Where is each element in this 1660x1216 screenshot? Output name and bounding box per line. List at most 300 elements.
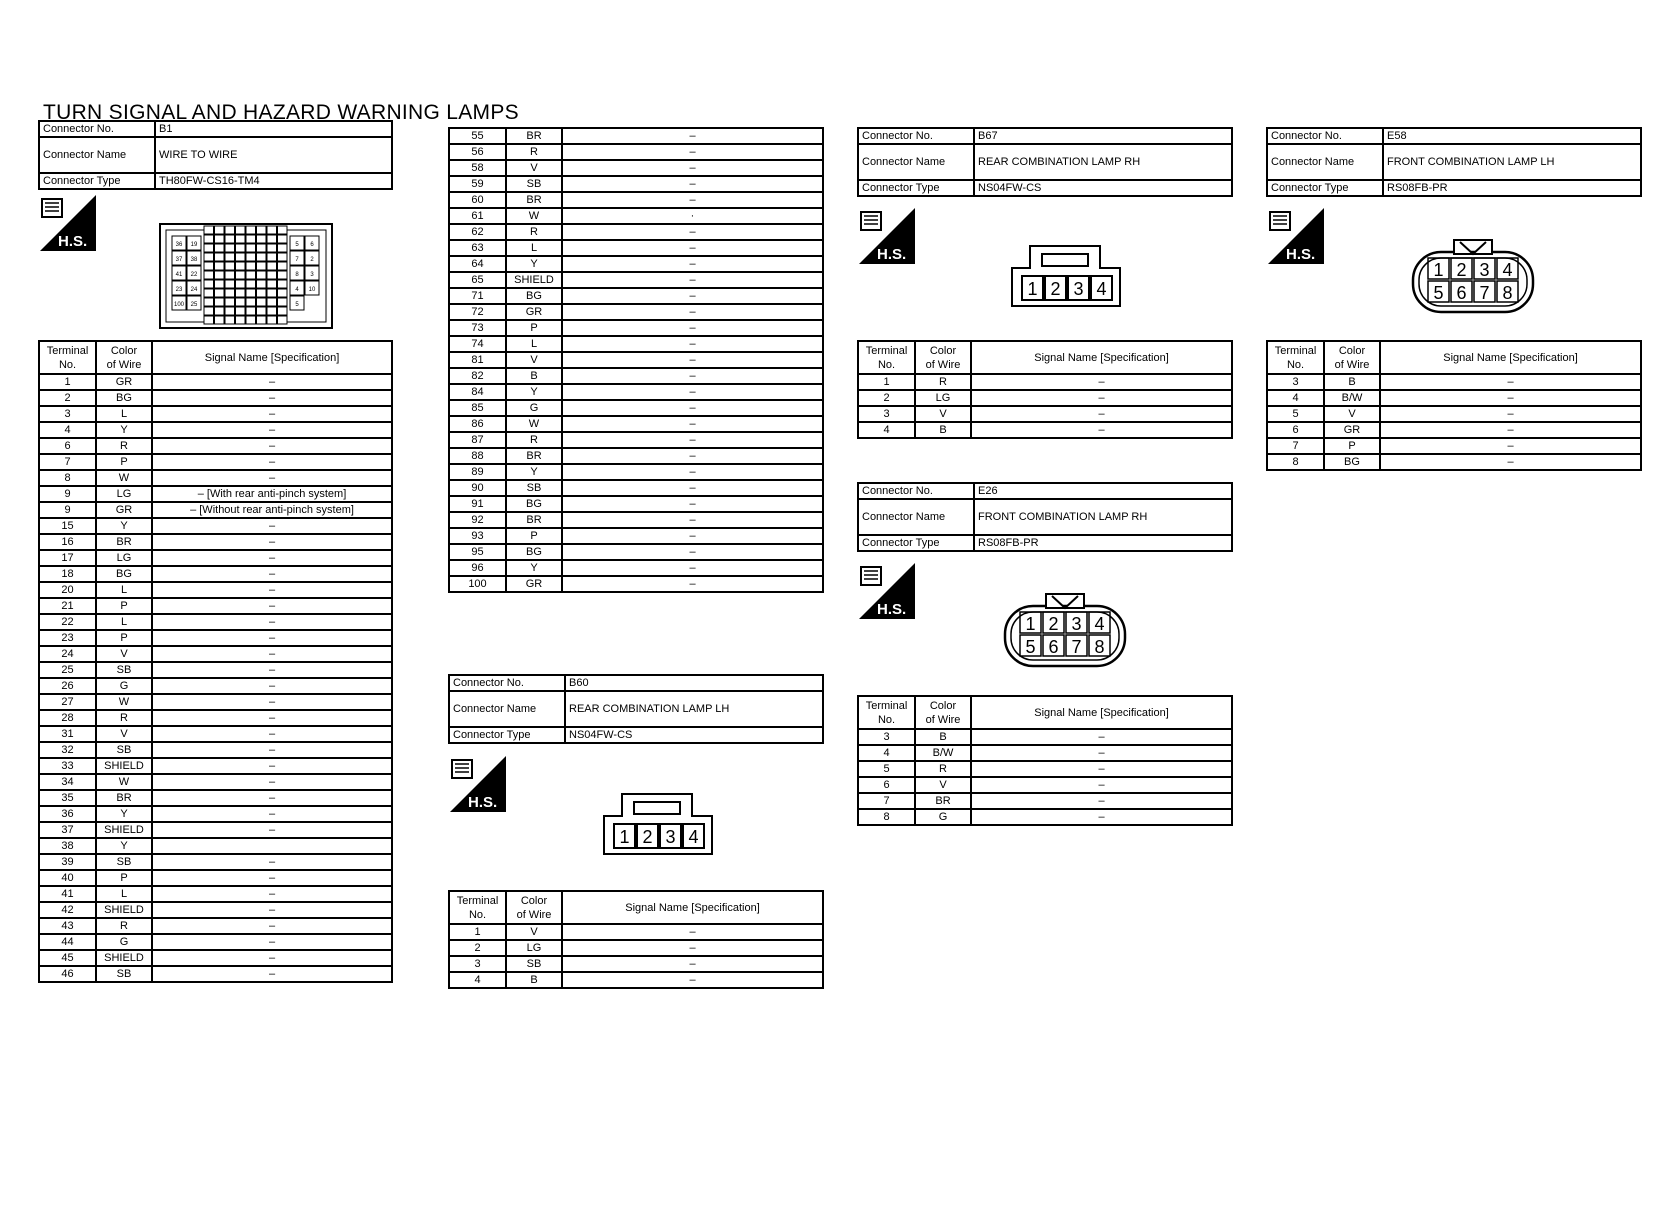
connector-b1-terminal-table-cont xyxy=(448,127,824,593)
terminal-row xyxy=(39,726,392,742)
wire-color-cell: W xyxy=(506,416,562,432)
terminal-row xyxy=(39,630,392,646)
signal-name-cell: – xyxy=(152,902,392,918)
wire-color-cell: V xyxy=(506,924,562,940)
e26-connector-face xyxy=(1002,592,1128,670)
connector-name-value: FRONT COMBINATION LAMP RH xyxy=(974,499,1232,535)
signal-name-cell: – xyxy=(152,566,392,582)
terminal-no-cell: 88 xyxy=(449,448,506,464)
terminal-no-cell: 5 xyxy=(1267,406,1324,422)
signal-name-cell: – xyxy=(152,678,392,694)
wire-color-cell: GR xyxy=(506,576,562,592)
terminal-row xyxy=(39,614,392,630)
pin-number: 5 xyxy=(295,302,299,308)
connector-b1-terminal-table xyxy=(38,340,393,983)
pin-cavity xyxy=(215,289,225,297)
hs-label: H.S. xyxy=(58,233,88,250)
signal-name-cell: – xyxy=(971,793,1232,809)
connector-e58-panel xyxy=(1266,127,1642,197)
terminal-no-cell: 2 xyxy=(858,390,915,406)
terminal-row xyxy=(449,972,823,988)
terminal-row xyxy=(449,336,823,352)
connector-e26-terminal-table xyxy=(857,695,1233,826)
terminal-row xyxy=(449,128,823,144)
signal-name-cell: – xyxy=(152,646,392,662)
signal-name-cell: – xyxy=(562,288,823,304)
pin-number: 1 xyxy=(619,827,630,847)
wire-color-cell: GR xyxy=(1324,422,1380,438)
pin-cavity xyxy=(257,289,267,297)
pin-cavity xyxy=(204,316,214,324)
wire-color-cell: W xyxy=(96,774,152,790)
pin-number: 4 xyxy=(1502,260,1513,280)
terminal-row xyxy=(39,470,392,486)
wire-color-cell: V xyxy=(1324,406,1380,422)
pin-number: 1 xyxy=(1027,279,1038,299)
terminal-row xyxy=(39,854,392,870)
terminal-row xyxy=(39,534,392,550)
wire-color-cell: Y xyxy=(96,838,152,854)
terminal-row xyxy=(39,918,392,934)
terminal-row xyxy=(858,761,1232,777)
wire-color-cell: P xyxy=(506,528,562,544)
pin-cavity xyxy=(246,253,256,261)
signal-name-cell: – xyxy=(562,144,823,160)
harness-side-icon xyxy=(40,195,96,251)
terminal-row xyxy=(449,560,823,576)
terminal-row xyxy=(39,502,392,518)
connector-name-label: Connector Name xyxy=(858,144,974,180)
signal-name-cell: – xyxy=(562,512,823,528)
terminal-no-cell: 93 xyxy=(449,528,506,544)
signal-name-cell: – xyxy=(152,694,392,710)
terminal-row xyxy=(449,480,823,496)
wire-color-cell: R xyxy=(915,374,971,390)
terminal-no-cell: 92 xyxy=(449,512,506,528)
terminal-no-cell: 43 xyxy=(39,918,96,934)
wire-color-cell: GR xyxy=(96,502,152,518)
signal-name-cell: – xyxy=(562,528,823,544)
terminal-row xyxy=(858,390,1232,406)
terminal-no-cell: 20 xyxy=(39,582,96,598)
wire-color-cell: SB xyxy=(96,966,152,982)
wire-color-cell: V xyxy=(506,352,562,368)
terminal-row xyxy=(449,144,823,160)
pin-cavity xyxy=(225,244,235,252)
signal-name-cell: – xyxy=(152,438,392,454)
connector-type-label: Connector Type xyxy=(858,180,974,196)
pin-cavity xyxy=(246,244,256,252)
wire-color-cell: G xyxy=(506,400,562,416)
pin-cavity xyxy=(236,253,246,261)
wire-color-cell: SHIELD xyxy=(96,822,152,838)
pin-cavity xyxy=(225,271,235,279)
signal-name-cell: – xyxy=(152,662,392,678)
terminal-row xyxy=(39,662,392,678)
terminal-no-cell: 63 xyxy=(449,240,506,256)
color-header: Color of Wire xyxy=(96,341,152,374)
terminal-row xyxy=(449,352,823,368)
pin-cavity xyxy=(236,235,246,243)
terminal-no-cell: 3 xyxy=(858,406,915,422)
terminal-row xyxy=(1267,406,1641,422)
wire-color-cell: G xyxy=(96,934,152,950)
connector-type-label: Connector Type xyxy=(1267,180,1383,196)
connector-e58-terminal-table xyxy=(1266,340,1642,471)
wire-color-cell: LG xyxy=(506,940,562,956)
wire-color-cell: SB xyxy=(506,956,562,972)
pin-number: 4 xyxy=(688,827,699,847)
terminal-no-cell: 38 xyxy=(39,838,96,854)
terminal-header: Terminal No. xyxy=(858,341,915,374)
terminal-no-cell: 18 xyxy=(39,566,96,582)
signal-name-cell: – xyxy=(152,966,392,982)
signal-name-cell: – xyxy=(562,336,823,352)
terminal-no-cell: 3 xyxy=(858,729,915,745)
pin-number: 2 xyxy=(1456,260,1467,280)
terminal-no-cell: 16 xyxy=(39,534,96,550)
terminal-no-cell: 95 xyxy=(449,544,506,560)
signal-name-cell: – xyxy=(562,224,823,240)
terminal-row xyxy=(1267,422,1641,438)
signal-name-cell: – [Without rear anti-pinch system] xyxy=(152,502,392,518)
terminal-no-cell: 1 xyxy=(39,374,96,390)
terminal-no-cell: 60 xyxy=(449,192,506,208)
signal-name-cell: – xyxy=(562,496,823,512)
wire-color-cell: V xyxy=(506,160,562,176)
pin-cavity xyxy=(204,280,214,288)
signal-name-cell xyxy=(152,838,392,854)
color-header: Color of Wire xyxy=(1324,341,1380,374)
pin-cavity xyxy=(236,226,246,234)
terminal-no-cell: 1 xyxy=(858,374,915,390)
pin-number: 3 xyxy=(665,827,676,847)
signal-name-cell: – xyxy=(152,742,392,758)
signal-name-cell: – xyxy=(562,192,823,208)
terminal-no-cell: 22 xyxy=(39,614,96,630)
pin-cavity xyxy=(225,289,235,297)
connector-no-value: E58 xyxy=(1383,128,1641,144)
signal-name-cell: – xyxy=(562,368,823,384)
terminal-no-cell: 23 xyxy=(39,630,96,646)
pin-cavity xyxy=(246,307,256,315)
pin-cavity xyxy=(225,226,235,234)
wire-color-cell: SB xyxy=(96,742,152,758)
terminal-row xyxy=(39,454,392,470)
terminal-no-cell: 6 xyxy=(1267,422,1324,438)
wire-color-cell: L xyxy=(506,336,562,352)
svg-text:H.S.: H.S. xyxy=(877,601,907,618)
terminal-row xyxy=(39,838,392,854)
wire-color-cell: BR xyxy=(96,790,152,806)
connector-name-label: Connector Name xyxy=(449,691,565,727)
wire-color-cell: L xyxy=(96,886,152,902)
pin-cavity xyxy=(278,262,288,270)
svg-text:H.S.: H.S. xyxy=(468,794,498,811)
terminal-row xyxy=(39,966,392,982)
terminal-no-cell: 2 xyxy=(39,390,96,406)
terminal-no-cell: 59 xyxy=(449,176,506,192)
pin-cavity xyxy=(257,226,267,234)
signal-name-cell: – xyxy=(152,822,392,838)
connector-no-value: B67 xyxy=(974,128,1232,144)
terminal-row xyxy=(449,320,823,336)
terminal-no-cell: 28 xyxy=(39,710,96,726)
terminal-row xyxy=(39,486,392,502)
pin-number: 8 xyxy=(295,272,299,278)
signal-header: Signal Name [Specification] xyxy=(562,891,823,924)
wire-color-cell: BG xyxy=(96,390,152,406)
terminal-row xyxy=(449,288,823,304)
signal-name-cell: – xyxy=(562,576,823,592)
connector-name-label: Connector Name xyxy=(39,137,155,173)
b60-connector-face xyxy=(600,792,716,858)
wire-color-cell: B/W xyxy=(1324,390,1380,406)
terminal-no-cell: 34 xyxy=(39,774,96,790)
pin-number: 2 xyxy=(1050,279,1061,299)
terminal-no-cell: 17 xyxy=(39,550,96,566)
pin-cavity xyxy=(236,244,246,252)
terminal-no-cell: 87 xyxy=(449,432,506,448)
terminal-no-cell: 8 xyxy=(39,470,96,486)
signal-name-cell: – xyxy=(152,454,392,470)
terminal-row xyxy=(858,729,1232,745)
connector-no-value: B60 xyxy=(565,675,823,691)
terminal-row xyxy=(1267,374,1641,390)
connector-type-label: Connector Type xyxy=(39,173,155,189)
pin-cavity xyxy=(236,307,246,315)
wire-color-cell: P xyxy=(506,320,562,336)
wire-color-cell: B xyxy=(915,422,971,438)
signal-name-cell: – xyxy=(152,726,392,742)
signal-name-cell: – xyxy=(152,918,392,934)
connector-type-label: Connector Type xyxy=(858,535,974,551)
terminal-row xyxy=(449,224,823,240)
connector-no-label: Connector No. xyxy=(858,128,974,144)
pin-number: 6 xyxy=(310,242,314,248)
terminal-no-cell: 96 xyxy=(449,560,506,576)
pin-number: 38 xyxy=(190,257,198,263)
terminal-no-cell: 39 xyxy=(39,854,96,870)
pin-number: 4 xyxy=(295,287,299,293)
terminal-row xyxy=(858,793,1232,809)
wire-color-cell: BR xyxy=(96,534,152,550)
wire-color-cell: SHIELD xyxy=(96,950,152,966)
wire-color-cell: SHIELD xyxy=(506,272,562,288)
terminal-row xyxy=(39,902,392,918)
terminal-no-cell: 72 xyxy=(449,304,506,320)
b1-connector-face xyxy=(158,222,334,330)
wire-color-cell: R xyxy=(506,432,562,448)
pin-number: 41 xyxy=(175,272,183,278)
wire-color-cell: R xyxy=(506,224,562,240)
pin-cavity xyxy=(215,271,225,279)
pin-cavity xyxy=(215,226,225,234)
signal-name-cell: – xyxy=(152,774,392,790)
wire-color-cell: LG xyxy=(96,550,152,566)
terminal-no-cell: 5 xyxy=(858,761,915,777)
signal-name-cell: – xyxy=(1380,390,1641,406)
terminal-no-cell: 90 xyxy=(449,480,506,496)
terminal-row xyxy=(39,550,392,566)
terminal-no-cell: 15 xyxy=(39,518,96,534)
terminal-row xyxy=(39,374,392,390)
pin-cavity xyxy=(246,271,256,279)
pin-cavity xyxy=(204,235,214,243)
terminal-row xyxy=(1267,390,1641,406)
signal-name-cell: – xyxy=(1380,406,1641,422)
signal-header: Signal Name [Specification] xyxy=(1380,341,1641,374)
pin-cavity xyxy=(257,235,267,243)
pin-cavity xyxy=(225,262,235,270)
connector-b60-terminal-table xyxy=(448,890,824,989)
pin-cavity xyxy=(204,253,214,261)
terminal-no-cell: 100 xyxy=(449,576,506,592)
signal-name-cell: – xyxy=(152,710,392,726)
terminal-row xyxy=(1267,454,1641,470)
pin-number: 2 xyxy=(642,827,653,847)
signal-name-cell: – xyxy=(562,384,823,400)
terminal-row xyxy=(858,777,1232,793)
terminal-no-cell: 31 xyxy=(39,726,96,742)
terminal-row xyxy=(39,390,392,406)
wire-color-cell: GR xyxy=(506,304,562,320)
terminal-no-cell: 27 xyxy=(39,694,96,710)
terminal-row xyxy=(449,160,823,176)
pin-number: 4 xyxy=(1094,614,1105,634)
terminal-row xyxy=(449,576,823,592)
terminal-no-cell: 41 xyxy=(39,886,96,902)
signal-name-cell: – xyxy=(152,806,392,822)
pin-cavity xyxy=(278,289,288,297)
signal-name-cell: – xyxy=(971,374,1232,390)
terminal-row xyxy=(39,758,392,774)
pin-cavity xyxy=(225,307,235,315)
pin-cavity xyxy=(267,280,277,288)
terminal-row xyxy=(449,956,823,972)
terminal-row xyxy=(39,422,392,438)
harness-side-icon xyxy=(450,756,506,812)
wire-color-cell: V xyxy=(96,646,152,662)
terminal-row xyxy=(449,384,823,400)
terminal-row xyxy=(449,176,823,192)
pin-number: 3 xyxy=(310,272,314,278)
pin-number: 5 xyxy=(1025,637,1036,657)
terminal-header: Terminal No. xyxy=(449,891,506,924)
terminal-no-cell: 89 xyxy=(449,464,506,480)
pin-number: 4 xyxy=(1096,279,1107,299)
wire-color-cell: BR xyxy=(506,448,562,464)
wire-color-cell: BG xyxy=(506,496,562,512)
pin-number: 1 xyxy=(1025,614,1036,634)
wire-color-cell: LG xyxy=(915,390,971,406)
pin-cavity xyxy=(246,235,256,243)
pin-number: 2 xyxy=(1048,614,1059,634)
terminal-row xyxy=(39,710,392,726)
pin-cavity xyxy=(257,253,267,261)
signal-name-cell: – xyxy=(562,160,823,176)
terminal-row xyxy=(39,598,392,614)
pin-cavity xyxy=(278,316,288,324)
connector-b1-panel xyxy=(38,120,393,190)
signal-name-cell: – xyxy=(1380,374,1641,390)
wire-color-cell: Y xyxy=(96,518,152,534)
terminal-row xyxy=(449,272,823,288)
wire-color-cell: L xyxy=(96,582,152,598)
wire-color-cell: P xyxy=(96,598,152,614)
terminal-no-cell: 6 xyxy=(858,777,915,793)
pin-number: 22 xyxy=(190,272,198,278)
pin-cavity xyxy=(236,280,246,288)
pin-cavity xyxy=(246,316,256,324)
pin-cavity xyxy=(278,307,288,315)
pin-cavity xyxy=(278,244,288,252)
wire-color-cell: BR xyxy=(506,512,562,528)
connector-name-label: Connector Name xyxy=(858,499,974,535)
pin-cavity xyxy=(257,307,267,315)
harness-side-icon xyxy=(859,208,915,264)
signal-name-cell: – xyxy=(971,809,1232,825)
signal-name-cell: – xyxy=(152,870,392,886)
connector-name-value: WIRE TO WIRE xyxy=(155,137,392,173)
pin-cavity xyxy=(204,262,214,270)
wire-color-cell: Y xyxy=(506,384,562,400)
pin-cavity xyxy=(215,307,225,315)
terminal-row xyxy=(39,950,392,966)
terminal-row xyxy=(858,374,1232,390)
terminal-no-cell: 82 xyxy=(449,368,506,384)
wire-color-cell: B xyxy=(506,972,562,988)
terminal-no-cell: 1 xyxy=(449,924,506,940)
pin-cavity xyxy=(215,253,225,261)
terminal-no-cell: 64 xyxy=(449,256,506,272)
connector-type-value: RS08FB-PR xyxy=(1383,180,1641,196)
terminal-no-cell: 4 xyxy=(39,422,96,438)
pin-number: 36 xyxy=(175,242,183,248)
signal-name-cell: – xyxy=(562,256,823,272)
connector-name-value: REAR COMBINATION LAMP RH xyxy=(974,144,1232,180)
signal-name-cell: – xyxy=(152,374,392,390)
pin-number: 10 xyxy=(308,287,316,293)
wire-color-cell: Y xyxy=(506,560,562,576)
signal-name-cell: – xyxy=(152,886,392,902)
pin-cavity xyxy=(278,226,288,234)
signal-name-cell: – xyxy=(152,790,392,806)
pin-number: 100 xyxy=(173,302,185,308)
pin-cavity xyxy=(257,316,267,324)
terminal-no-cell: 40 xyxy=(39,870,96,886)
pin-cavity xyxy=(236,298,246,306)
terminal-no-cell: 9 xyxy=(39,486,96,502)
terminal-row xyxy=(39,582,392,598)
terminal-no-cell: 7 xyxy=(39,454,96,470)
signal-name-cell: – xyxy=(562,272,823,288)
wire-color-cell: Y xyxy=(96,422,152,438)
wire-color-cell: R xyxy=(96,918,152,934)
pin-cavity xyxy=(215,298,225,306)
terminal-row xyxy=(449,940,823,956)
pin-cavity xyxy=(257,262,267,270)
signal-name-cell: – xyxy=(152,630,392,646)
terminal-no-cell: 46 xyxy=(39,966,96,982)
wire-color-cell: Y xyxy=(506,256,562,272)
pin-cavity xyxy=(204,244,214,252)
terminal-no-cell: 32 xyxy=(39,742,96,758)
terminal-no-cell: 36 xyxy=(39,806,96,822)
terminal-row xyxy=(39,886,392,902)
pin-number: 37 xyxy=(175,257,183,263)
terminal-row xyxy=(39,806,392,822)
